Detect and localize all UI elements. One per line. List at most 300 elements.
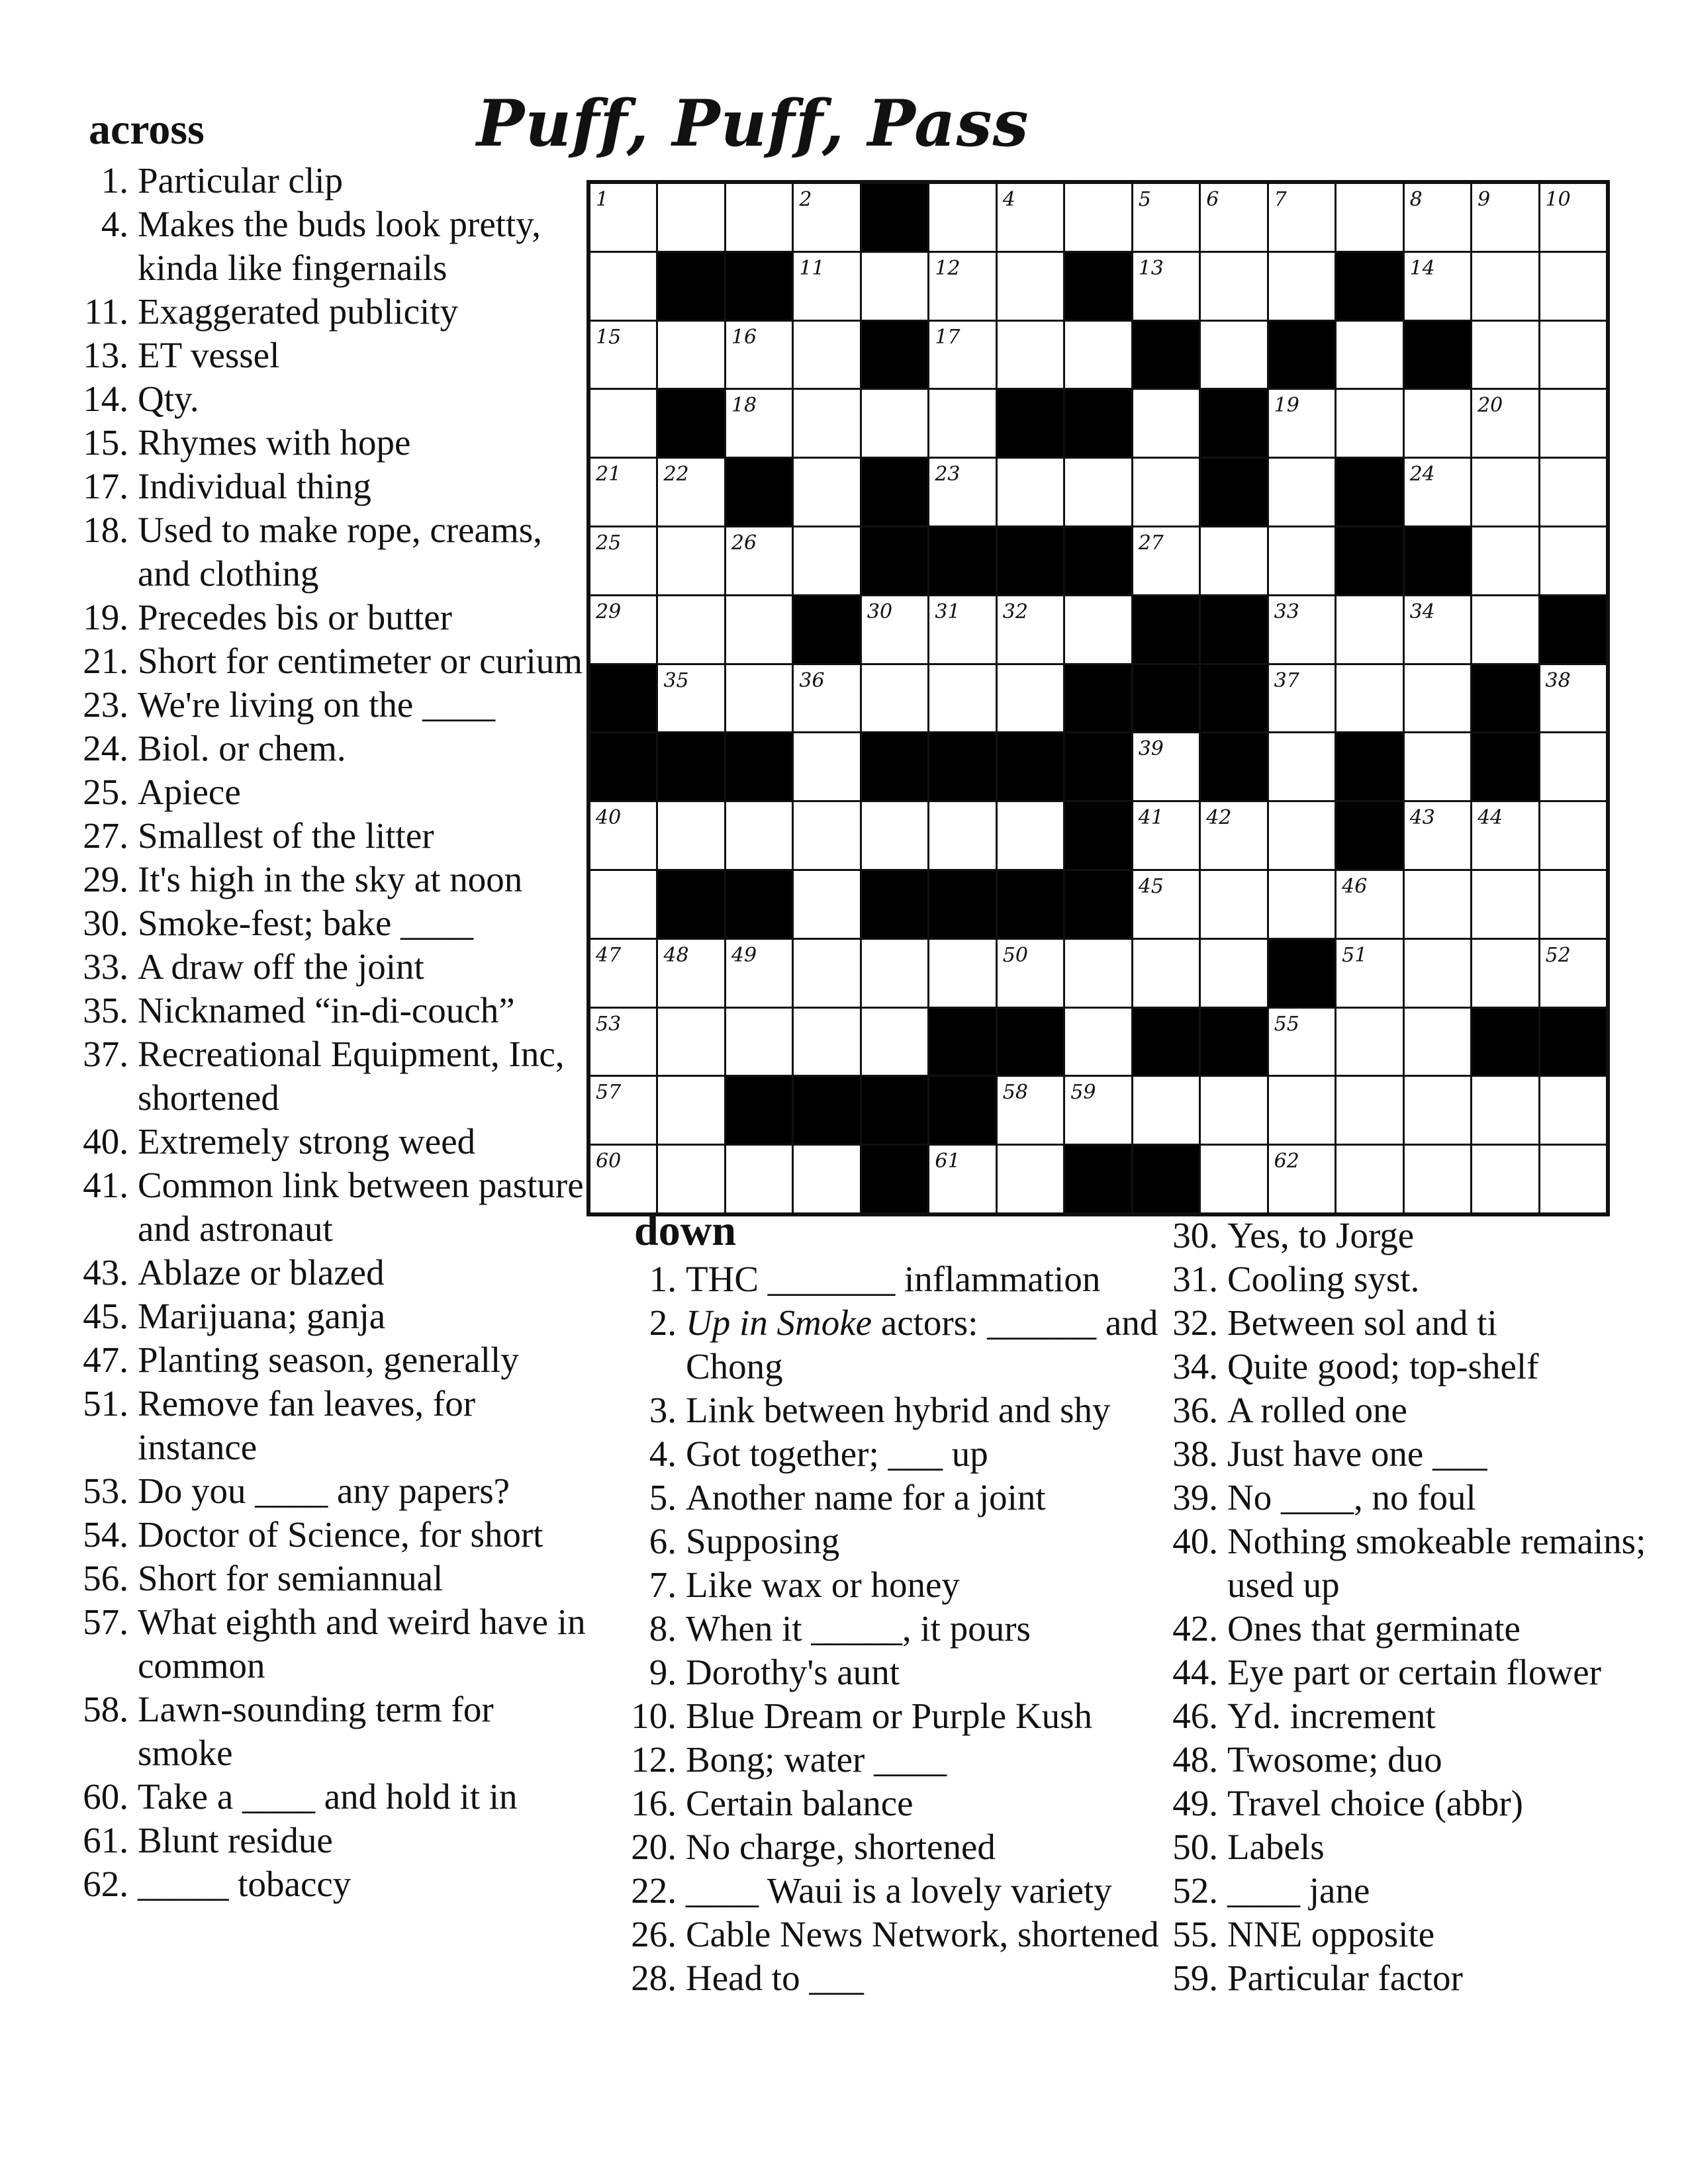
grid-cell[interactable] xyxy=(1405,940,1470,1007)
grid-cell[interactable] xyxy=(929,253,995,320)
grid-cell[interactable] xyxy=(1201,802,1266,869)
grid-cell[interactable] xyxy=(1472,871,1538,938)
grid-cell[interactable] xyxy=(1405,1077,1470,1144)
grid-cell[interactable] xyxy=(658,527,724,594)
grid-cell[interactable] xyxy=(726,1146,792,1212)
cell-number: 44 xyxy=(1477,806,1503,830)
grid-cell-black xyxy=(1133,1146,1199,1212)
grid-cell-black xyxy=(1065,1146,1131,1212)
clue-text: Recreational Equipment, Inc, shortened xyxy=(138,1034,565,1118)
cell-number: 31 xyxy=(935,600,961,623)
clue-item xyxy=(73,1120,596,1163)
clue-number: 29. xyxy=(83,859,128,899)
grid-cell[interactable] xyxy=(1201,1077,1266,1144)
clue-item xyxy=(73,1600,596,1688)
clue-item xyxy=(73,596,596,639)
grid-cell[interactable] xyxy=(1405,459,1470,525)
grid-cell[interactable] xyxy=(1540,184,1606,251)
clue-number: 35. xyxy=(83,990,128,1030)
grid-cell-black xyxy=(726,253,792,320)
cell-number: 11 xyxy=(799,256,825,280)
grid-cell[interactable] xyxy=(1133,733,1199,800)
grid-cell[interactable] xyxy=(1065,184,1131,251)
grid-cell[interactable] xyxy=(726,665,792,732)
grid-cell[interactable] xyxy=(1201,253,1266,320)
down-heading: down xyxy=(634,1206,737,1255)
clue-number: 43. xyxy=(83,1252,128,1293)
grid-cell[interactable] xyxy=(1269,1009,1335,1075)
clue-item xyxy=(621,1520,1164,1563)
grid-cell[interactable] xyxy=(590,940,656,1007)
grid-cell[interactable] xyxy=(1269,596,1335,663)
grid-cell[interactable] xyxy=(998,1077,1063,1144)
clue-text: Nothing smokeable remains; used up xyxy=(1227,1521,1646,1605)
grid-cell-black xyxy=(862,733,927,800)
grid-cell[interactable] xyxy=(1472,527,1538,594)
grid-cell[interactable] xyxy=(1472,253,1538,320)
grid-cell[interactable] xyxy=(1472,322,1538,388)
grid-cell[interactable] xyxy=(1472,459,1538,525)
grid-cell[interactable] xyxy=(1405,1146,1470,1212)
grid-cell-black xyxy=(862,459,927,525)
grid-cell[interactable] xyxy=(929,322,995,388)
grid-cell[interactable] xyxy=(862,802,927,869)
grid-cell-black xyxy=(1065,871,1131,938)
grid-cell[interactable] xyxy=(1269,665,1335,732)
clue-number: 60. xyxy=(83,1776,128,1817)
clue-number: 49. xyxy=(1172,1783,1218,1823)
clue-item xyxy=(73,1295,596,1338)
grid-cell[interactable] xyxy=(1336,1146,1402,1212)
grid-cell[interactable] xyxy=(998,802,1063,869)
clue-text: Like wax or honey xyxy=(686,1565,960,1605)
clue-text: Particular clip xyxy=(138,160,344,201)
grid-cell[interactable] xyxy=(590,322,656,388)
cell-number: 2 xyxy=(799,188,812,211)
grid-cell-black xyxy=(1405,322,1470,388)
grid-cell[interactable] xyxy=(726,1009,792,1075)
grid-cell[interactable] xyxy=(1472,1077,1538,1144)
clue-item xyxy=(73,1338,596,1382)
grid-cell[interactable] xyxy=(794,871,859,938)
grid-cell[interactable] xyxy=(1201,322,1266,388)
grid-cell[interactable] xyxy=(1472,802,1538,869)
grid-cell[interactable] xyxy=(1269,733,1335,800)
clue-text: Nicknamed “in-di-couch” xyxy=(138,990,515,1030)
grid-cell[interactable] xyxy=(590,527,656,594)
clue-number: 8. xyxy=(649,1608,677,1649)
grid-cell[interactable] xyxy=(1269,459,1335,525)
grid-cell[interactable] xyxy=(1336,322,1402,388)
clue-number: 9. xyxy=(649,1652,677,1692)
clue-number: 30. xyxy=(1172,1215,1218,1255)
grid-cell-black xyxy=(794,596,859,663)
clue-item xyxy=(1162,1432,1652,1476)
grid-cell[interactable] xyxy=(1133,1077,1199,1144)
grid-cell[interactable] xyxy=(862,665,927,732)
clue-text: Lawn-sounding term for smoke xyxy=(138,1689,494,1773)
grid-cell[interactable] xyxy=(1133,871,1199,938)
grid-cell[interactable] xyxy=(998,596,1063,663)
grid-cell[interactable] xyxy=(862,596,927,663)
grid-cell[interactable] xyxy=(1201,184,1266,251)
cell-number: 29 xyxy=(596,600,622,623)
clue-number: 1. xyxy=(101,160,128,201)
cell-number: 57 xyxy=(596,1081,622,1105)
grid-cell[interactable] xyxy=(590,184,656,251)
grid-cell[interactable] xyxy=(1540,459,1606,525)
grid-cell[interactable] xyxy=(929,596,995,663)
cell-number: 10 xyxy=(1545,188,1571,211)
clue-number: 38. xyxy=(1172,1433,1218,1474)
grid-cell[interactable] xyxy=(1540,871,1606,938)
clue-number: 56. xyxy=(83,1558,128,1598)
clue-number: 27. xyxy=(83,815,128,856)
grid-cell[interactable] xyxy=(1405,596,1470,663)
grid-cell-black xyxy=(1201,665,1266,732)
clue-item xyxy=(73,421,596,465)
grid-cell[interactable] xyxy=(1540,733,1606,800)
clue-text: Apiece xyxy=(138,772,241,812)
clue-number: 4. xyxy=(649,1433,677,1474)
grid-cell[interactable] xyxy=(998,253,1063,320)
clue-text: We're living on the ____ xyxy=(138,684,496,725)
grid-cell[interactable] xyxy=(726,322,792,388)
clue-number: 10. xyxy=(631,1696,677,1736)
grid-cell[interactable] xyxy=(590,1146,656,1212)
grid-cell[interactable] xyxy=(998,665,1063,732)
clue-text: Smoke-fest; bake ____ xyxy=(138,903,474,943)
cell-number: 20 xyxy=(1477,394,1503,418)
grid-cell[interactable] xyxy=(1336,1009,1402,1075)
grid-cell[interactable] xyxy=(998,459,1063,525)
grid-cell[interactable] xyxy=(794,665,859,732)
cell-number: 34 xyxy=(1409,600,1435,623)
grid-cell[interactable] xyxy=(1269,253,1335,320)
clue-item xyxy=(621,1782,1164,1825)
grid-cell[interactable] xyxy=(794,733,859,800)
grid-cell[interactable] xyxy=(1269,871,1335,938)
grid-cell[interactable] xyxy=(658,940,724,1007)
grid-cell[interactable] xyxy=(1269,1146,1335,1212)
grid-cell-black xyxy=(929,1077,995,1144)
grid-cell[interactable] xyxy=(590,390,656,457)
grid-cell[interactable] xyxy=(1472,596,1538,663)
clue-number: 44. xyxy=(1172,1652,1218,1692)
grid-cell[interactable] xyxy=(1540,527,1606,594)
grid-cell[interactable] xyxy=(1540,665,1606,732)
grid-cell[interactable] xyxy=(1133,527,1199,594)
clue-item xyxy=(1162,1825,1652,1869)
clue-number: 40. xyxy=(1172,1521,1218,1561)
grid-cell[interactable] xyxy=(794,940,859,1007)
grid-cell-black xyxy=(658,871,724,938)
grid-cell[interactable] xyxy=(1540,253,1606,320)
grid-cell[interactable] xyxy=(1472,1146,1538,1212)
grid-cell[interactable] xyxy=(1201,527,1266,594)
grid-cell[interactable] xyxy=(794,184,859,251)
grid-cell[interactable] xyxy=(1472,184,1538,251)
clue-item xyxy=(73,465,596,508)
grid-cell[interactable] xyxy=(998,184,1063,251)
grid-cell-black xyxy=(1472,665,1538,732)
grid-cell-black xyxy=(1201,459,1266,525)
grid-cell[interactable] xyxy=(1405,390,1470,457)
grid-cell[interactable] xyxy=(794,322,859,388)
clue-number: 11. xyxy=(84,291,128,332)
clue-item xyxy=(73,770,596,814)
grid-cell[interactable] xyxy=(1405,802,1470,869)
clue-text: NNE opposite xyxy=(1227,1914,1435,1954)
grid-cell[interactable] xyxy=(929,1146,995,1212)
grid-cell[interactable] xyxy=(794,527,859,594)
clue-item xyxy=(1162,1869,1652,1913)
clue-item xyxy=(621,1257,1164,1301)
grid-cell[interactable] xyxy=(929,802,995,869)
grid-cell[interactable] xyxy=(1336,596,1402,663)
clue-number: 15. xyxy=(83,422,128,463)
grid-cell-black xyxy=(1201,390,1266,457)
clue-item xyxy=(73,814,596,858)
clue-item xyxy=(73,639,596,683)
grid-cell[interactable] xyxy=(590,1077,656,1144)
grid-cell[interactable] xyxy=(1133,184,1199,251)
clue-number: 32. xyxy=(1172,1302,1218,1343)
clue-item xyxy=(621,1869,1164,1913)
grid-cell[interactable] xyxy=(929,665,995,732)
across-clue-list xyxy=(73,159,596,1906)
grid-cell[interactable] xyxy=(794,1009,859,1075)
clue-number: 18. xyxy=(83,510,128,550)
clue-item xyxy=(1162,1913,1652,1956)
grid-cell[interactable] xyxy=(1540,940,1606,1007)
grid-cell[interactable] xyxy=(998,940,1063,1007)
clue-item xyxy=(621,1301,1164,1388)
cell-number: 39 xyxy=(1138,737,1164,761)
down-clue-list-2 xyxy=(1162,1214,1652,2000)
grid-cell[interactable] xyxy=(862,253,927,320)
cell-number: 32 xyxy=(1002,600,1028,623)
grid-cell[interactable] xyxy=(726,940,792,1007)
clue-number: 48. xyxy=(1172,1739,1218,1780)
clue-text: Dorothy's aunt xyxy=(686,1652,900,1692)
grid-cell[interactable] xyxy=(1405,665,1470,732)
clue-item xyxy=(1162,1345,1652,1388)
grid-cell[interactable] xyxy=(658,802,724,869)
grid-cell[interactable] xyxy=(1269,390,1335,457)
grid-cell[interactable] xyxy=(1065,459,1131,525)
clue-text: Just have one ___ xyxy=(1227,1433,1487,1474)
grid-cell[interactable] xyxy=(1201,871,1266,938)
cell-number: 53 xyxy=(596,1012,622,1036)
grid-cell[interactable] xyxy=(1336,940,1402,1007)
grid-cell[interactable] xyxy=(658,1077,724,1144)
grid-cell[interactable] xyxy=(726,390,792,457)
clue-item xyxy=(1162,1214,1652,1257)
grid-cell[interactable] xyxy=(1336,184,1402,251)
clue-number: 26. xyxy=(631,1914,677,1954)
clue-item xyxy=(73,727,596,770)
grid-cell[interactable] xyxy=(658,184,724,251)
clue-number: 61. xyxy=(83,1820,128,1860)
clue-item xyxy=(73,1469,596,1513)
clue-item xyxy=(73,1557,596,1600)
clue-text: Certain balance xyxy=(686,1783,914,1823)
grid-cell[interactable] xyxy=(1336,390,1402,457)
clue-text: When it _____, it pours xyxy=(686,1608,1031,1649)
clue-item xyxy=(73,901,596,945)
grid-cell-black xyxy=(1269,322,1335,388)
grid-cell[interactable] xyxy=(1133,940,1199,1007)
clue-item xyxy=(1162,1388,1652,1432)
clue-item xyxy=(1162,1738,1652,1782)
grid-cell[interactable] xyxy=(1269,527,1335,594)
grid-cell-black xyxy=(998,733,1063,800)
grid-cell[interactable] xyxy=(1065,940,1131,1007)
clue-item xyxy=(73,290,596,334)
clue-text: Ablaze or blazed xyxy=(138,1252,385,1293)
clue-item xyxy=(621,1476,1164,1520)
clue-item xyxy=(621,1563,1164,1607)
grid-cell-black xyxy=(929,871,995,938)
grid-cell[interactable] xyxy=(1133,253,1199,320)
grid-cell[interactable] xyxy=(1201,1146,1266,1212)
grid-cell[interactable] xyxy=(862,1009,927,1075)
grid-cell[interactable] xyxy=(1540,322,1606,388)
clue-number: 25. xyxy=(83,772,128,812)
clue-text: Remove fan leaves, for instance xyxy=(138,1383,476,1467)
grid-cell[interactable] xyxy=(1201,940,1266,1007)
grid-cell[interactable] xyxy=(1336,871,1402,938)
grid-cell[interactable] xyxy=(1336,665,1402,732)
grid-cell[interactable] xyxy=(929,459,995,525)
clue-number: 3. xyxy=(649,1390,677,1430)
grid-cell[interactable] xyxy=(658,322,724,388)
grid-cell-black xyxy=(998,1009,1063,1075)
clue-text: It's high in the sky at noon xyxy=(138,859,523,899)
cell-number: 55 xyxy=(1274,1012,1299,1036)
clue-item xyxy=(73,1513,596,1557)
grid-cell[interactable] xyxy=(794,390,859,457)
grid-cell[interactable] xyxy=(1405,733,1470,800)
grid-cell[interactable] xyxy=(794,1146,859,1212)
grid-cell[interactable] xyxy=(1405,871,1470,938)
clue-number: 33. xyxy=(83,946,128,987)
grid-cell[interactable] xyxy=(1133,802,1199,869)
grid-cell[interactable] xyxy=(590,871,656,938)
grid-cell[interactable] xyxy=(794,802,859,869)
grid-cell-black xyxy=(998,390,1063,457)
clue-number: 5. xyxy=(649,1477,677,1518)
grid-cell[interactable] xyxy=(1133,459,1199,525)
clue-number: 59. xyxy=(1172,1958,1218,1998)
grid-cell[interactable] xyxy=(1405,1009,1470,1075)
cell-number: 47 xyxy=(596,943,622,967)
clue-text: Between sol and ti xyxy=(1227,1302,1497,1343)
clue-text: Planting season, generally xyxy=(138,1340,519,1380)
grid-cell[interactable] xyxy=(726,527,792,594)
grid-cell[interactable] xyxy=(862,390,927,457)
cell-number: 46 xyxy=(1342,875,1368,898)
cell-number: 7 xyxy=(1274,188,1287,211)
grid-cell[interactable] xyxy=(794,459,859,525)
clue-item xyxy=(73,1688,596,1775)
clue-number: 39. xyxy=(1172,1477,1218,1518)
cell-number: 6 xyxy=(1206,188,1219,211)
cell-number: 52 xyxy=(1545,943,1571,967)
grid-cell[interactable] xyxy=(658,1009,724,1075)
grid-cell[interactable] xyxy=(1540,390,1606,457)
grid-cell[interactable] xyxy=(658,459,724,525)
grid-cell-black xyxy=(1472,1009,1538,1075)
clue-number: 54. xyxy=(83,1514,128,1555)
grid-cell-black xyxy=(862,527,927,594)
grid-cell-black xyxy=(1065,802,1131,869)
grid-cell[interactable] xyxy=(998,1146,1063,1212)
grid-cell[interactable] xyxy=(590,253,656,320)
grid-cell[interactable] xyxy=(1472,940,1538,1007)
grid-cell[interactable] xyxy=(1405,184,1470,251)
grid-cell[interactable] xyxy=(1540,1077,1606,1144)
grid-cell[interactable] xyxy=(1269,184,1335,251)
grid-cell[interactable] xyxy=(929,390,995,457)
grid-cell[interactable] xyxy=(590,596,656,663)
grid-cell[interactable] xyxy=(1472,390,1538,457)
clue-number: 12. xyxy=(631,1739,677,1780)
clue-number: 14. xyxy=(83,379,128,419)
grid-cell[interactable] xyxy=(1065,1009,1131,1075)
grid-cell[interactable] xyxy=(590,459,656,525)
grid-cell[interactable] xyxy=(929,184,995,251)
grid-cell[interactable] xyxy=(726,184,792,251)
grid-cell[interactable] xyxy=(1269,802,1335,869)
grid-cell[interactable] xyxy=(1540,802,1606,869)
clue-number: 53. xyxy=(83,1471,128,1511)
clue-text: Common link between pasture and astronaut xyxy=(138,1165,584,1249)
grid-cell[interactable] xyxy=(1405,253,1470,320)
grid-cell[interactable] xyxy=(658,665,724,732)
clue-item xyxy=(73,203,596,290)
grid-cell[interactable] xyxy=(998,322,1063,388)
grid-cell[interactable] xyxy=(726,802,792,869)
grid-cell[interactable] xyxy=(862,940,927,1007)
grid-cell-black xyxy=(1269,940,1335,1007)
grid-cell-black xyxy=(726,1077,792,1144)
grid-cell-black xyxy=(726,871,792,938)
grid-cell[interactable] xyxy=(1065,322,1131,388)
grid-cell[interactable] xyxy=(1065,596,1131,663)
clue-item xyxy=(1162,1607,1652,1651)
grid-cell[interactable] xyxy=(658,596,724,663)
clue-item xyxy=(73,1163,596,1251)
clue-text: Rhymes with hope xyxy=(138,422,411,463)
grid-cell[interactable] xyxy=(658,1146,724,1212)
grid-cell[interactable] xyxy=(1133,390,1199,457)
grid-cell[interactable] xyxy=(726,596,792,663)
grid-cell[interactable] xyxy=(794,253,859,320)
clue-text: Exaggerated publicity xyxy=(138,291,459,332)
grid-cell[interactable] xyxy=(1540,1146,1606,1212)
grid-cell[interactable] xyxy=(1269,1077,1335,1144)
grid-cell[interactable] xyxy=(929,940,995,1007)
grid-cell-black xyxy=(1133,1009,1199,1075)
grid-cell[interactable] xyxy=(1065,1077,1131,1144)
grid-cell[interactable] xyxy=(590,1009,656,1075)
clue-number: 1. xyxy=(649,1259,677,1299)
grid-cell[interactable] xyxy=(590,802,656,869)
grid-cell[interactable] xyxy=(1336,1077,1402,1144)
grid-cell-black xyxy=(1065,390,1131,457)
